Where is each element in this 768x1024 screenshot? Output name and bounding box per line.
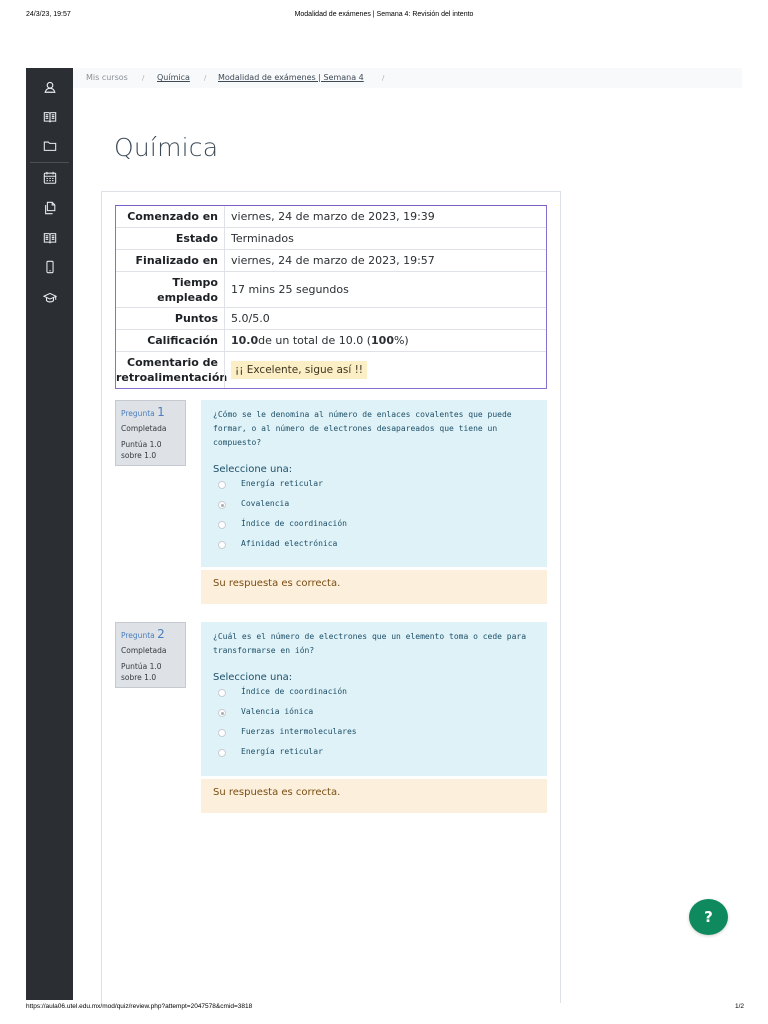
- mobile-icon[interactable]: [41, 258, 58, 275]
- radio-button[interactable]: [218, 729, 226, 737]
- breadcrumb-separator: /: [142, 74, 145, 82]
- question-box-2: [201, 622, 547, 776]
- summary-row-grade: [116, 330, 546, 352]
- question-label: Pregunta: [121, 409, 155, 418]
- answer-option[interactable]: [213, 685, 535, 705]
- page-title: Química: [114, 133, 219, 162]
- option-label: Índice de coordinación: [241, 519, 347, 528]
- answer-option[interactable]: [213, 745, 535, 765]
- files-icon[interactable]: [41, 199, 58, 216]
- option-label: Energía reticular: [241, 747, 323, 756]
- option-label: Valencia iónica: [241, 707, 314, 716]
- answer-option[interactable]: [213, 537, 535, 557]
- book-open-icon[interactable]: [41, 229, 58, 246]
- summary-value: [224, 352, 546, 388]
- print-header: [0, 11, 768, 23]
- summary-value: 5.0/5.0: [224, 308, 546, 329]
- summary-label: Comenzado en: [127, 210, 218, 223]
- answer-option[interactable]: [213, 517, 535, 537]
- grade-percent-close: %): [393, 334, 409, 347]
- question-text: ¿Cuál es el número de electrones que un elemento toma o cede para transformarse en ión?: [213, 632, 527, 655]
- summary-row-time: [116, 272, 546, 308]
- question-number: 1: [157, 405, 165, 419]
- option-label: Energía reticular: [241, 479, 323, 488]
- question-text: ¿Cómo se le denomina al número de enlaces covalentes que puede formar, o al número de electrones desapareados que tiene un compuesto?: [213, 410, 512, 447]
- summary-row-feedback: [116, 352, 546, 388]
- summary-row-finished: [116, 250, 546, 272]
- answer-option[interactable]: [213, 477, 535, 497]
- print-footer: [0, 1003, 768, 1015]
- option-label: Afinidad electrónica: [241, 539, 338, 548]
- print-url: https://aula06.utel.edu.mx/mod/quiz/review.php?attempt=2047578&cmid=3818: [26, 1003, 253, 1010]
- radio-button-selected[interactable]: [218, 501, 226, 509]
- summary-value: 17 mins 25 segundos: [224, 272, 546, 307]
- summary-row-state: [116, 228, 546, 250]
- summary-label: Estado: [175, 232, 218, 245]
- left-sidebar: [26, 68, 73, 1000]
- grade-percent: 100: [371, 334, 394, 347]
- breadcrumb-separator: /: [382, 74, 385, 82]
- summary-row-points: [116, 308, 546, 330]
- radio-button[interactable]: [218, 541, 226, 549]
- select-prompt: Seleccione una:: [213, 464, 293, 475]
- breadcrumb-my-courses[interactable]: Mis cursos: [86, 73, 128, 82]
- answer-option[interactable]: [213, 705, 535, 725]
- summary-label: Tiempo empleado: [157, 275, 218, 304]
- summary-label: Finalizado en: [135, 254, 218, 267]
- breadcrumb-separator: /: [204, 74, 207, 82]
- breadcrumb-section[interactable]: Modalidad de exámenes | Semana 4: [218, 73, 364, 82]
- question-points: Puntúa 1.0 sobre 1.0: [121, 662, 162, 682]
- question-points: Puntúa 1.0 sobre 1.0: [121, 440, 162, 460]
- print-page-number: 1/2: [734, 1003, 744, 1010]
- option-label: Fuerzas intermoleculares: [241, 727, 357, 736]
- summary-value: Terminados: [224, 228, 546, 249]
- sidebar-divider: [30, 162, 69, 163]
- answer-option[interactable]: [213, 497, 535, 517]
- breadcrumb: [73, 68, 742, 88]
- radio-button[interactable]: [218, 689, 226, 697]
- grade-total: de un total de 10.0 (: [258, 334, 372, 347]
- select-prompt: Seleccione una:: [213, 672, 293, 683]
- question-info-2: [115, 622, 186, 688]
- radio-button[interactable]: [218, 521, 226, 529]
- question-state: Completada: [121, 646, 167, 655]
- radio-button[interactable]: [218, 481, 226, 489]
- graduation-cap-icon[interactable]: [41, 289, 58, 306]
- book-icon[interactable]: [41, 108, 58, 125]
- print-title: Modalidad de exámenes | Semana 4: Revisión del intento: [294, 11, 474, 18]
- calendar-icon[interactable]: [41, 169, 58, 186]
- feedback-badge: ¡¡ Excelente, sigue así !!: [231, 361, 367, 379]
- answer-option[interactable]: [213, 725, 535, 745]
- radio-button-selected[interactable]: [218, 709, 226, 717]
- summary-label: Calificación: [147, 334, 218, 347]
- radio-button[interactable]: [218, 749, 226, 757]
- summary-label: Puntos: [174, 312, 218, 325]
- user-icon[interactable]: [41, 78, 58, 95]
- question-feedback-1: Su respuesta es correcta.: [201, 570, 547, 604]
- option-label: Covalencia: [241, 499, 290, 508]
- question-label: Pregunta: [121, 631, 155, 640]
- summary-value: viernes, 24 de marzo de 2023, 19:57: [224, 250, 546, 271]
- breadcrumb-course[interactable]: Química: [157, 73, 190, 82]
- attempt-summary-table: [115, 205, 547, 389]
- question-state: Completada: [121, 424, 167, 433]
- help-button[interactable]: ?: [689, 899, 728, 935]
- option-label: Índice de coordinación: [241, 687, 347, 696]
- summary-row-started: [116, 206, 546, 228]
- summary-label: Comentario de retroalimentación: [116, 356, 228, 384]
- summary-value: [224, 330, 546, 351]
- question-number: 2: [157, 627, 165, 641]
- question-info-1: [115, 400, 186, 466]
- print-date: 24/3/23, 19:57: [26, 11, 71, 18]
- folder-icon[interactable]: [41, 137, 58, 154]
- summary-value: viernes, 24 de marzo de 2023, 19:39: [224, 206, 546, 227]
- question-box-1: [201, 400, 547, 567]
- grade-score: 10.0: [231, 334, 259, 347]
- question-feedback-2: Su respuesta es correcta.: [201, 779, 547, 813]
